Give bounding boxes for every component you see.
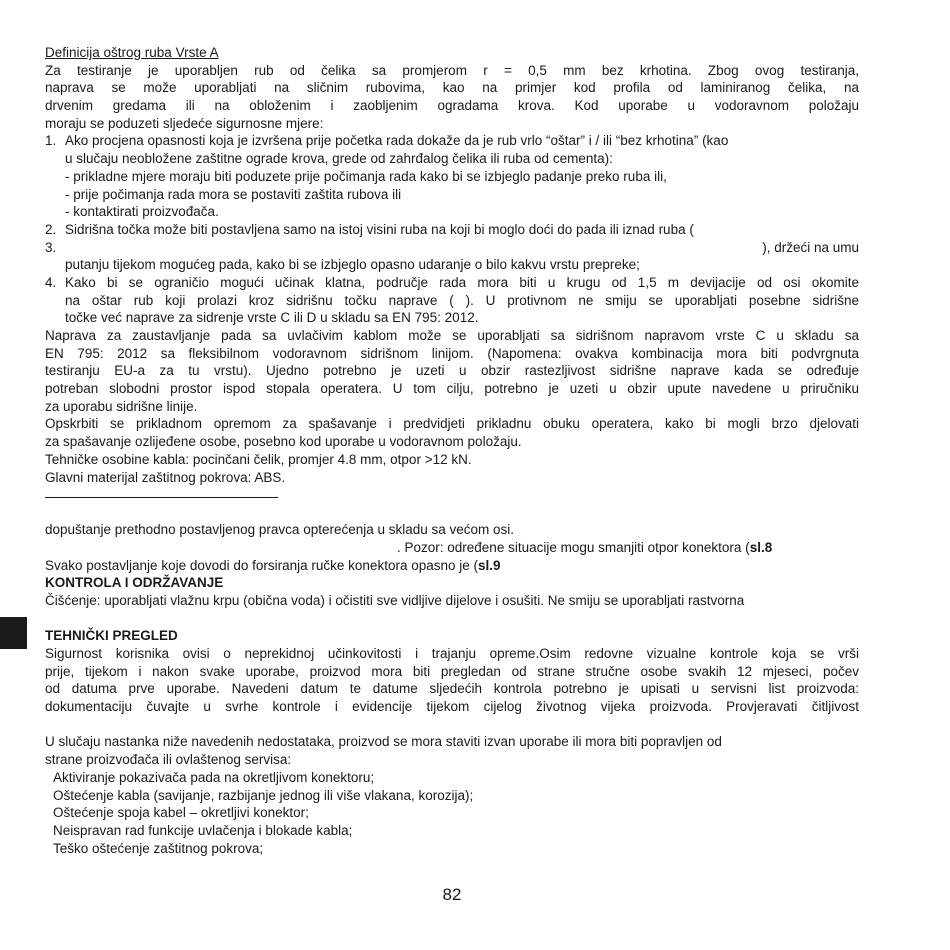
figure-ref-9: sl.9 — [478, 557, 501, 573]
cable-specs: Tehničke osobine kabla: pocinčani čelik, promjer 4.8 mm, otpor >12 kN. — [45, 451, 472, 467]
list-item-4 — [45, 274, 859, 292]
pregled-line: od datuma prve uporabe. Navedeni datum te datume sljedećih kontrola potrebno je upisati u servisni list proizvoda: — [45, 681, 859, 697]
paragraph-line: Opskrbiti se prikladnom opremom za spašavanje i predvidjeti prikladnu obuku operatera, kako bi mogli brzo djelovati — [45, 416, 859, 432]
intro-line-1: Za testiranje je uporabljen rub od čelika sa promjerom r = 0,5 mm bez krhotina. Zbog ovog testiranja, — [45, 62, 859, 78]
defect-item: Aktiviranje pokazivača pada na okretljivom konektoru; — [53, 769, 375, 785]
list-number: 1. — [45, 133, 57, 149]
page-number: 82 — [442, 885, 462, 904]
intro-line-2: naprava se može uporabljati na sličnim rubovima, kao na primjer kod profila od laminiranog čelika, na — [45, 80, 859, 96]
list-number: 3. — [45, 239, 57, 255]
connector-line-1: dopuštanje prethodno postavljenog pravca opterećenja u skladu sa većom osi. — [45, 522, 515, 538]
list-item-4-line: točke već naprave za sidrenje vrste C ili D u skladu sa EN 795: 2012. — [65, 310, 479, 326]
list-number: 2. — [45, 221, 57, 237]
heading-kontrola: KONTROLA I ODRŽAVANJE — [45, 575, 224, 591]
document-page — [45, 44, 859, 857]
connector-line-3-text: Svako postavljanje koje dovodi do forsiranja ručke konektora opasno je ( — [45, 557, 479, 573]
list-item-3-line: putanju tijekom mogućeg pada, kako bi se izbjeglo opasno udaranje o bilo kakvu vrstu prepreke; — [65, 257, 640, 273]
list-item-1-line: u slučaju neobložene zaštitne ograde krova, grede od zahrđalog čelika ili ruba od cementa): — [65, 151, 613, 167]
spacer — [45, 716, 859, 734]
pregled-line: dokumentaciju čuvajte u svrhe kontrole i evidencije tijekom cijelog životnog vijeka proizvoda. Provjeravati čitljivost — [45, 699, 859, 715]
divider-rule — [45, 497, 278, 498]
defect-item: Oštećenje spoja kabel – okretljivi konektor; — [53, 805, 309, 821]
intro-line-4: moraju se poduzeti sljedeće sigurnosne mjere: — [45, 115, 324, 131]
paragraph-line: potreban slobodni prostor ispod stopala operatera. U tom cilju, potrebno je uzeti u obzir upute navedene u priručniku — [45, 381, 859, 397]
intro-line-3: drvenim gredama ili na obloženim i zaobljenim ogradama krova. Kod uporabe u vodoravnom položaju — [45, 98, 859, 114]
pregled-line: Sigurnost korisnika ovisi o neprekidnoj učinkovitosti i trajanju opreme.Osim redovne vizualne kontrole koja se vrši — [45, 646, 859, 661]
heading-tehnicki-pregled: TEHNIČKI PREGLED — [45, 628, 178, 644]
defect-item: Neispravan rad funkcije uvlačenja i blokade kabla; — [53, 822, 353, 838]
figure-ref-8: sl.8 — [749, 539, 773, 555]
spacer — [45, 610, 859, 628]
paragraph-line: za uporabu sidrišne linije. — [45, 398, 198, 414]
list-item-text: Ako procjena opasnosti koja je izvršena prije početka rada dokaže da je rub vrlo “oštar” i / ili “bez krhotina” (kao — [65, 133, 729, 149]
list-item-3 — [45, 239, 859, 257]
cover-material: Glavni materijal zaštitnog pokrova: ABS. — [45, 469, 286, 485]
list-item-text: ), držeći na umu — [762, 239, 859, 255]
paragraph-line: EN 795: 2012 sa fleksibilnom vodoravnom sidrišnom linijom. (Napomena: ovakva kombinacija mora biti podvrgnuta — [45, 345, 859, 361]
defects-intro-line: strane proizvođača ili ovlaštenog servisa: — [45, 752, 292, 768]
pregled-line: prije, tijekom i nakon svake uporabe, proizvod mora biti pregledan od strane stručne osobe svakih 12 mjeseci, počev — [45, 663, 859, 679]
list-item-1-line: - prikladne mjere moraju biti poduzete prije počimanja rada kako bi se izbjeglo padanje preko ruba ili, — [65, 168, 667, 184]
list-item-text: Sidrišna točka može biti postavljena samo na istoj visini ruba na koji bi moglo doći do pada ili iznad ruba ( — [65, 221, 694, 237]
section-tab-marker — [0, 617, 27, 649]
list-item-1 — [45, 132, 859, 150]
list-item-2 — [45, 221, 859, 239]
defect-item: Teško oštećenje zaštitnog pokrova; — [53, 840, 264, 856]
list-item-1-line: - kontaktirati proizvođača. — [65, 204, 219, 220]
defects-intro-line: U slučaju nastanka niže navedenih nedostataka, proizvod se mora staviti izvan uporabe ili mora biti popravljen od — [45, 734, 722, 750]
connector-line-3 — [45, 557, 859, 575]
list-number: 4. — [45, 274, 57, 290]
defect-item: Oštećenje kabla (savijanje, razbijanje jednog ili više vlakana, korozija); — [53, 787, 474, 803]
connector-line-2-text: . Pozor: određene situacije mogu smanjiti otpor konektora ( — [397, 539, 750, 555]
paragraph-line: Naprava za zaustavljanje pada sa uvlačivim kablom može se uporabljati sa sidrišnom napravom vrste C u skladu sa — [45, 328, 859, 343]
paragraph-line: za spašavanje ozlijeđene osobe, posebno kod uporabe u vodoravnom položaju. — [45, 434, 522, 450]
list-item-text: Kako bi se ograničio mogući učinak klatna, područje rada mora biti u krugu od 1,5 m devijacije od osi okomite — [65, 274, 859, 290]
list-item-4-line: na oštar rub koji prolazi kroz sidrišnu točku naprave ( ). U protivnom ne smiju se uporabljati posebne sidrišne — [65, 292, 859, 308]
list-item-1-line: - prije počimanja rada mora se postaviti zaštita rubova ili — [65, 186, 402, 202]
cleaning-text: Čišćenje: uporabljati vlažnu krpu (obična voda) i očistiti sve vidljive dijelove i osušiti. Ne smiju se uporabljati rastvorna — [45, 592, 745, 608]
paragraph-line: testiranju EU-a za tu vrstu). Ujedno potrebno je uzeti u obzir rastezljivost sidrišne naprave kada se određuje — [45, 363, 859, 379]
connector-line-2 — [45, 539, 859, 557]
heading-definition: Definicija oštrog ruba Vrste A — [45, 45, 219, 60]
